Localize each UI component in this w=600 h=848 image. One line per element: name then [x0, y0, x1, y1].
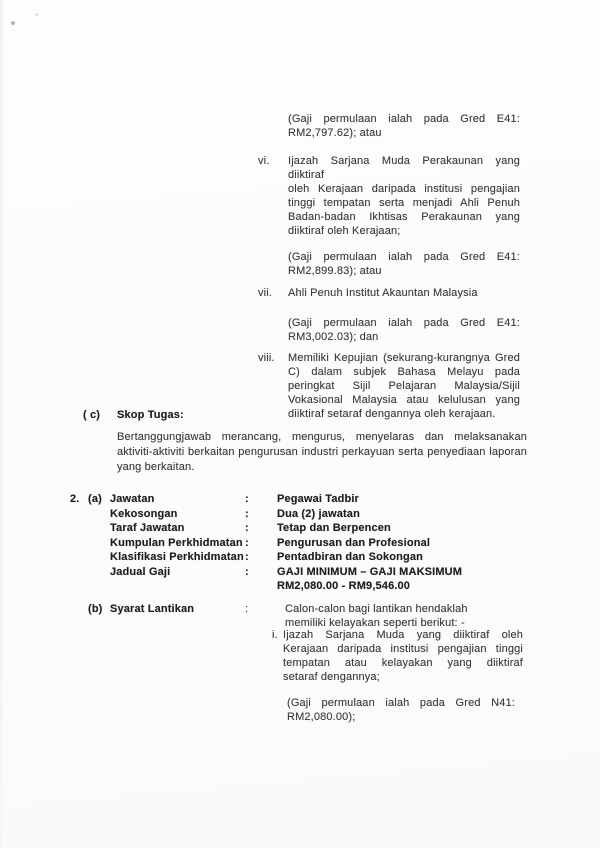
text-line: Ijazah Sarjana Muda yang diiktiraf oleh [283, 629, 523, 641]
list-numeral: viii. [258, 352, 275, 364]
salary-note-v [288, 112, 520, 140]
salary-note-line: RM2,797.62); atau [288, 127, 382, 139]
text-line: Kerajaan daripada institusi pengajian tinggi [283, 643, 523, 655]
text-line: Ahli Penuh Institut Akauntan Malaysia [288, 287, 478, 299]
list-item-text [288, 286, 520, 300]
table-row [70, 492, 540, 507]
salary-note-line: (Gaji permulaan ialah pada Gred E41: [288, 317, 520, 329]
row-value: Tetap dan Berpencen [277, 522, 391, 534]
text-line: diiktiraf oleh Kerajaan; [288, 225, 401, 237]
list-numeral: vi. [258, 155, 270, 167]
row-label: Taraf Jawatan [110, 522, 185, 534]
section-skop-tugas [83, 408, 527, 475]
row-value: Dua (2) jawatan [277, 507, 360, 520]
table-row [70, 565, 540, 594]
salary-note-line: (Gaji permulaan ialah pada Gred E41: [288, 113, 520, 125]
skop-tugas-paragraph [117, 430, 527, 475]
row-label: Syarat Lantikan [110, 602, 195, 615]
salary-note-line: RM2,899.83); atau [288, 265, 382, 277]
row-value [277, 602, 540, 631]
scan-speck [35, 13, 38, 16]
salary-note-line: RM3,002.03); dan [288, 331, 379, 343]
syarat-lantikan-row [70, 602, 540, 631]
list-item-i-row [272, 628, 523, 684]
section-2-jawatan [70, 492, 540, 631]
row-label: Kekosongan [110, 507, 178, 520]
section-marker-a: (a) [88, 493, 102, 505]
table-row [70, 550, 540, 565]
row-colon: : [245, 507, 249, 520]
salary-note-line: (Gaji permulaan ialah pada Gred N41: [287, 697, 515, 709]
list-item-text [283, 628, 523, 684]
skop-tugas-heading-row [83, 408, 527, 423]
text-line: C) dalam subjek Bahasa Melayu pada [288, 366, 520, 378]
text-line: oleh Kerajaan daripada institusi pengajian [288, 183, 520, 195]
row-label: Klasifikasi Perkhidmatan [110, 551, 244, 563]
text-line: diiktiraf setaraf dengannya oleh kerajaan. [288, 408, 496, 420]
list-item-vi [258, 154, 520, 238]
section-marker-b: (b) [88, 602, 103, 615]
text-line: memiliki kelayakan seperti berikut: - [285, 617, 465, 629]
text-line: Calon-calon bagi lantikan hendaklah [285, 602, 468, 615]
row-value: Pengurusan dan Profesional [277, 536, 431, 549]
row-colon: : [245, 522, 249, 534]
list-numeral: i. [272, 629, 278, 641]
row-colon: : [245, 602, 249, 615]
table-row [70, 536, 540, 551]
table-row [70, 507, 540, 522]
text-line: Ijazah Sarjana Muda Perakaunan yang diiktiraf [288, 155, 520, 181]
qualification-list [258, 112, 520, 421]
row-label: Jawatan [110, 493, 155, 505]
list-item-text [288, 154, 520, 238]
table-row [70, 521, 540, 536]
text-line: peringkat Sijil Pelajaran Malaysia/Sijil [288, 380, 520, 392]
row-value [277, 565, 540, 594]
text-line: yang berkaitan. [117, 461, 195, 473]
salary-range-line: RM2,080.00 - RM9,546.00 [277, 580, 411, 592]
row-colon: : [245, 536, 249, 549]
scan-speck [11, 21, 15, 25]
scan-edge-shade [0, 0, 3, 848]
list-numeral: vii. [258, 287, 273, 299]
text-line: Memiliki Kepujian (sekurang-kurangnya Gred [288, 352, 520, 364]
salary-note-line: RM2,080.00); [287, 711, 356, 723]
section-marker-c: ( c) [83, 409, 101, 421]
row-label: Jadual Gaji [110, 565, 171, 578]
row-value: Pentadbiran dan Sokongan [277, 551, 424, 563]
salary-note-i [287, 696, 515, 724]
text-line: setaraf dengannya; [283, 671, 380, 683]
list-item-i [272, 628, 523, 724]
salary-note-vii [288, 316, 520, 344]
salary-range-line: GAJI MINIMUM – GAJI MAKSIMUM [277, 565, 463, 578]
row-value: Pegawai Tadbir [277, 493, 359, 505]
row-colon: : [245, 551, 249, 563]
salary-note-vi [288, 250, 520, 278]
list-item-vii [258, 286, 520, 300]
row-colon: : [245, 493, 249, 505]
row-colon: : [245, 565, 249, 578]
text-line: Badan-badan Ikhtisas Perakaunan yang [288, 211, 520, 223]
row-label: Kumpulan Perkhidmatan [110, 536, 243, 549]
text-line: tinggi tempatan serta menjadi Ahli Penuh [288, 197, 520, 209]
salary-note-line: (Gaji permulaan ialah pada Gred E41: [288, 251, 520, 263]
text-line: tempatan atau kelayakan yang diiktiraf [283, 657, 523, 669]
text-line: aktiviti-aktiviti berkaitan pengurusan industri perkayuan serta penyediaan laporan [117, 446, 527, 458]
text-line: Bertanggungjawab merancang, mengurus, menyelaras dan melaksanakan [117, 431, 527, 443]
section-number: 2. [70, 493, 80, 505]
skop-tugas-heading: Skop Tugas: [117, 409, 184, 421]
text-line: Vokasional Malaysia atau kelulusan yang [288, 394, 520, 406]
